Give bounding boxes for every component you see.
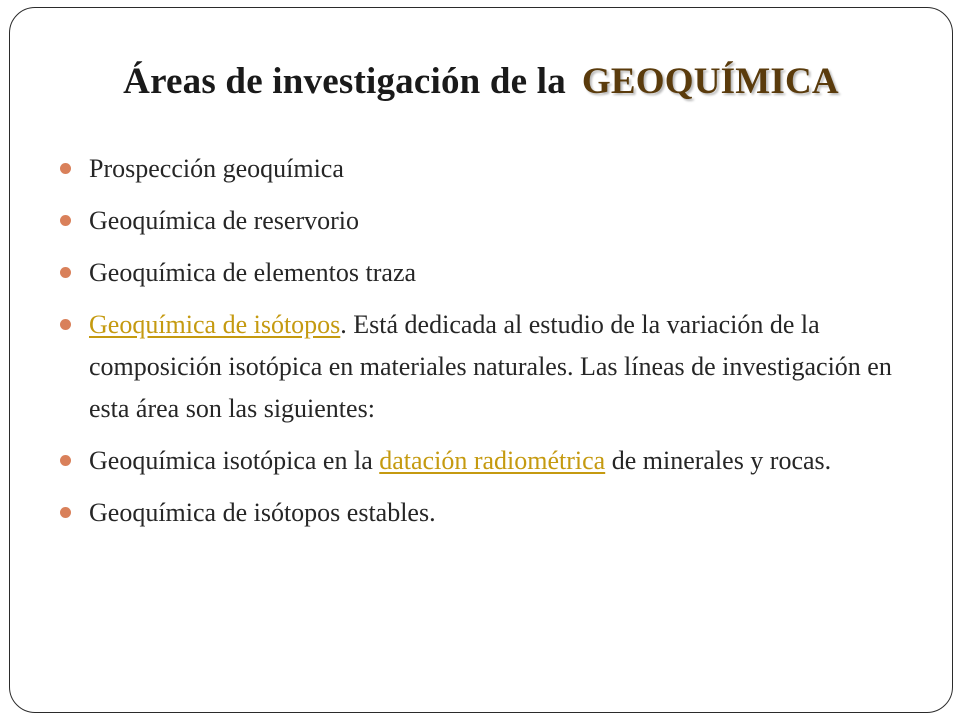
- bullet-text: . Está dedicada al estudio de la variación de la composición isotópica en materiales naturales. Las líneas de investigación en esta área son las siguientes:: [89, 310, 892, 423]
- bullet-text-before: Geoquímica isotópica en la: [89, 446, 380, 475]
- bullet-dot-icon: [60, 215, 71, 226]
- bullet-text-after: de minerales y rocas.: [605, 446, 832, 475]
- bullet-item-elementos-traza: [60, 252, 900, 294]
- link-datacion-radiometrica[interactable]: datación radiométrica: [379, 446, 606, 475]
- bullet-dot-icon: [60, 455, 71, 466]
- slide-frame: [9, 7, 953, 713]
- bullet-dot-icon: [60, 163, 71, 174]
- link-geoquimica-isotopos[interactable]: Geoquímica de isótopos: [89, 310, 341, 339]
- slide-title: [10, 60, 952, 103]
- title-prefix: Áreas de investigación de la: [123, 61, 566, 102]
- bullet-text: Geoquímica de isótopos estables.: [89, 498, 436, 527]
- bullet-dot-icon: [60, 267, 71, 278]
- bullet-text: Geoquímica de elementos traza: [89, 258, 417, 287]
- bullet-item-reservorio: [60, 200, 900, 242]
- title-highlight: GEOQUÍMICA: [581, 61, 839, 102]
- bullet-text: Geoquímica de reservorio: [89, 206, 360, 235]
- bullet-item-datacion: [60, 440, 900, 482]
- bullet-list: [60, 148, 900, 544]
- bullet-item-isotopos-estables: [60, 492, 900, 534]
- bullet-text: Prospección geoquímica: [89, 154, 344, 183]
- bullet-dot-icon: [60, 319, 71, 330]
- bullet-dot-icon: [60, 507, 71, 518]
- bullet-item-isotopos: [60, 304, 900, 430]
- bullet-item-prospeccion: [60, 148, 900, 190]
